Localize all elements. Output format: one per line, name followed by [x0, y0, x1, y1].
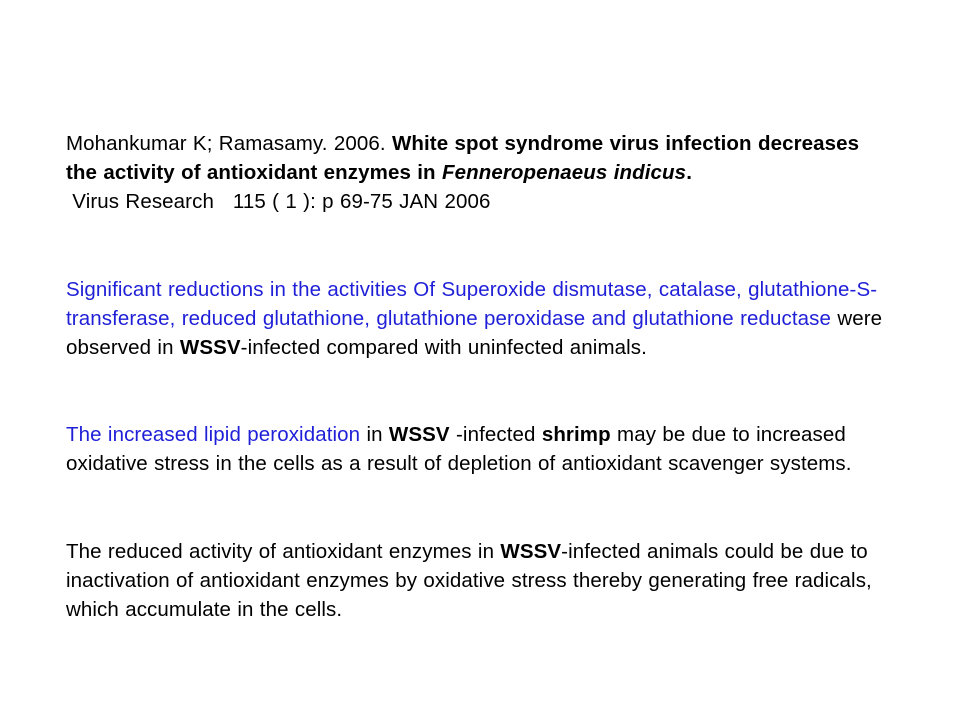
- citation-species: Fenneropenaeus indicus: [441, 161, 687, 184]
- paragraph1-text-b: -infected compared with uninfected animals.: [240, 336, 647, 359]
- paragraph1-text-a: were observed in: [66, 307, 883, 359]
- paragraph2-wssv: WSSV: [388, 423, 450, 446]
- citation-journal: Virus Research 115 ( 1 ): p 69-75 JAN 2006: [66, 190, 491, 213]
- paragraph-enzyme-reductions: [66, 275, 896, 362]
- paragraph1-highlight: Significant reductions in the activities Of Superoxide dismutase, catalase, glutathione-S-transferase, reduced glutathione, glutathione peroxidase and glutathione reductase: [66, 278, 878, 330]
- paragraph1-wssv: WSSV: [179, 336, 241, 359]
- paragraph-lipid-peroxidation: [66, 420, 896, 478]
- paragraph3-text-a: The reduced activity of antioxidant enzymes in: [66, 540, 501, 563]
- citation-title: White spot syndrome virus infection decreases the activity of antioxidant enzymes in: [66, 132, 860, 184]
- paragraph2-shrimp: shrimp: [541, 423, 611, 446]
- citation: [66, 129, 896, 216]
- paragraph2-text-c: may be due to increased oxidative stress in the cells as a result of depletion of antioxidant scavenger systems.: [66, 423, 852, 475]
- citation-title-end: .: [686, 161, 692, 184]
- paragraph-reduced-activity: [66, 537, 896, 624]
- paragraph2-text-b: -infected: [449, 423, 542, 446]
- paragraph3-text-b: -infected animals could be due to inactivation of antioxidant enzymes by oxidative stress thereby generating free radicals, which accumulate in the cells.: [66, 540, 872, 621]
- paragraph2-highlight: The increased lipid peroxidation: [66, 423, 361, 446]
- paragraph3-wssv: WSSV: [500, 540, 562, 563]
- paragraph2-text-a: in: [360, 423, 389, 446]
- citation-authors-year: Mohankumar K; Ramasamy. 2006.: [66, 132, 392, 155]
